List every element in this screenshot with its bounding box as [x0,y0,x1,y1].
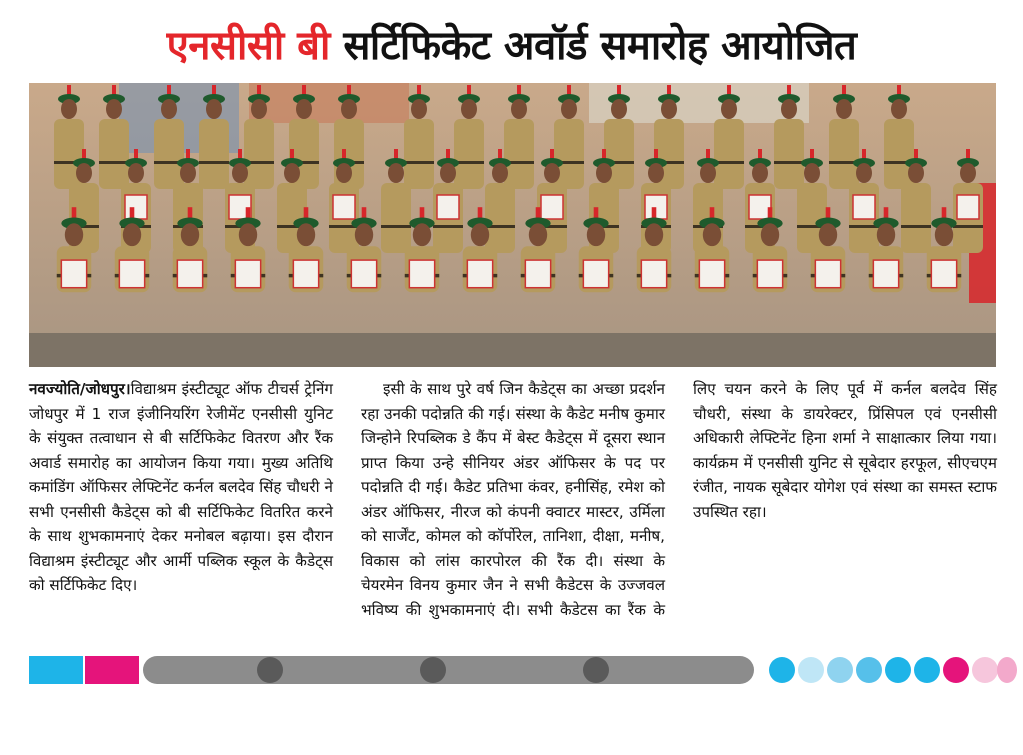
footer-dot [798,657,824,683]
article-body [29,377,997,639]
headline [0,14,1023,78]
footer-gray-bar [143,656,754,684]
brick-wall [249,83,409,123]
article-paragraph-1-text: विद्याश्रम इंस्टीट्यूट ऑफ टीचर्स ट्रेनिंग जोधपुर में 1 राज इंजीनियरिंग रेजीमेंट एनसीसी युनिट के संयुक्त तत्वाधान से बी सर्टिफिकेट वितरण और रैंक अवार्ड समारोह का आयोजन किया गया। मुख्य अतिथि कमांडिंग ऑफिसर लेफ्टिनेंट कर्नल बलदेव सिंह चौधरी ने सभी एनसीसी कैडेट्स को बी सर्टिफिकेट वितरित करने के साथ शुभकामनाएं देकर मनोबल बढ़ाया। इस दौरान विद्याश्रम इंस्टीट्यूट और आर्मी पब्लिक स्कूल के कैडेट्स को सर्टिफिकेट दिए। [29,380,333,594]
headline-black-part: सर्टिफिकेट अवॉर्ड समारोह आयोजित [343,23,857,69]
footer-dot [997,657,1017,683]
footer-knob [583,657,609,683]
group-photo-illustration [29,83,996,367]
footer-dot [914,657,940,683]
ground [29,333,996,367]
footer-dot [856,657,882,683]
dateline: नवज्योति/जोधपुर। [29,380,131,398]
footer-dot [885,657,911,683]
article-paragraph-1 [29,377,333,598]
footer-dot [769,657,795,683]
article-paragraph-2: इसी के साथ पुरे वर्ष जिन कैडेट्स का अच्छा प्रदर्शन रहा उनकी पदोन्नति की गई। संस्था के कैडेट मनीष कुमार जिन्होने रिपब्लिक डे कैंप में बेस्ट कैडेट्स में दूसरा स्थान प्राप्त किया उन्हे सीनियर अंडर ऑफिसर के पद पर पदोन्नति दी गई। कैडेट प्रतिभा कंवर, हनीसिंह, रमेश को अंडर ऑफिसर, नीरज को कंपनी क्वाटर मास्टर, उर्मिला को सार्जेंट, कोमल को कॉर्पोरेल, तानिशा, दीक्षा, मनीष, विकास को लांस कारपोरल की रैंक दी। संस्था के चेयरमेन विनय कुमार जैन ने सभी कैडेटस के उज्जवल भविष्य की शुभकामनाएं दी। सभी कैडेटस का रैंक के लिए चयन करने के लिए पूर्व में कर्नल बलदेव सिंह चौधरी, संस्था के डायरेक्टर, प्रिंसिपल एवं एनसीसी अधिकारी लेफ्टिनेंट हिना शर्मा ने साक्षात्कार लिया गया। कार्यक्रम में एनसीसी युनिट से सूबेदार हरफूल, सीएचएम रंजीत, नायक सूबेदार योगेश एवं संस्था का समस्त स्टाफ उपस्थित रहा। [361,380,997,619]
footer-cyan-block [29,656,83,684]
headline-red-part: एनसीसी बी [166,23,330,69]
footer-magenta-block [85,656,139,684]
footer-dot [943,657,969,683]
footer-dot [827,657,853,683]
footer-knob [420,657,446,683]
group-photo [29,83,996,367]
footer-knob [257,657,283,683]
footer-dot [972,657,998,683]
